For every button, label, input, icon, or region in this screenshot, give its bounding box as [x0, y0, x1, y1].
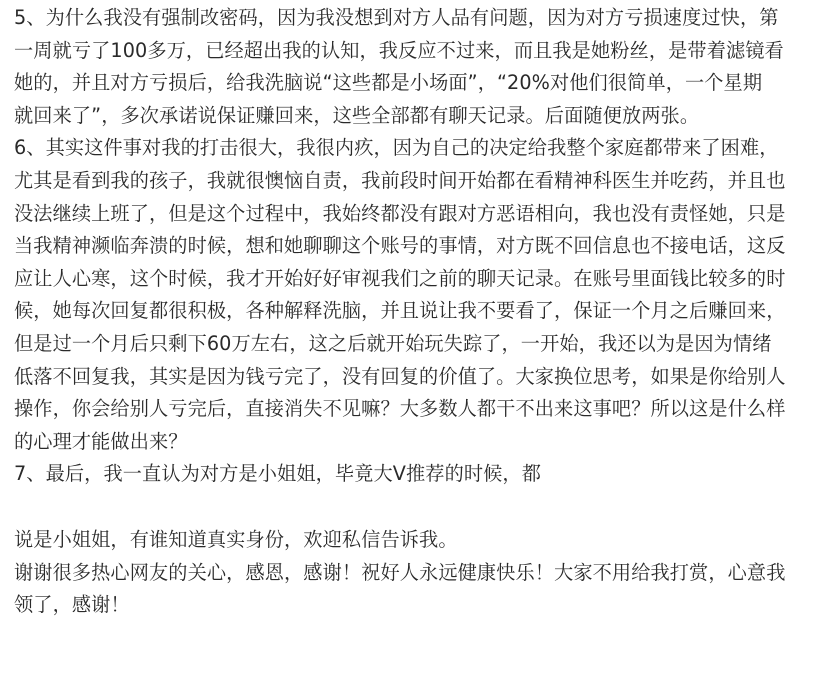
text-line: 她的，并且对方亏损后，给我洗脑说“这些都是小场面”，“20%对他们很简单，一个星期	[14, 71, 763, 95]
text-line: 候，她每次回复都很积极，各种解释洗脑，并且说让我不要看了，保证一个月之后赚回来，	[14, 299, 786, 323]
blank-line	[14, 491, 810, 524]
text-line: 6、其实这件事对我的打击很大，我很内疚，因为自己的决定给我整个家庭都带来了困难，	[14, 136, 779, 160]
text-line: 谢谢很多热心网友的关心，感恩，感谢！祝好人永远健康快乐！大家不用给我打赏，心意我	[14, 560, 786, 584]
text-line: 当我精神濒临奔溃的时候，想和她聊聊这个账号的事情，对方既不回信息也不接电话，这反	[14, 234, 786, 258]
paragraph-5	[14, 2, 810, 132]
text-line: 5、为什么我没有强制改密码，因为我没想到对方人品有问题，因为对方亏损速度过快，第	[14, 6, 779, 29]
text-line: 7、最后，我一直认为对方是小姐姐，毕竟大V推荐的时候，都	[14, 462, 542, 486]
text-line: 但是过一个月后只剩下60万左右，这之后就开始玩失踪了，一开始，我还以为是因为情绪	[14, 331, 772, 355]
text-line: 没法继续上班了，但是这个过程中，我始终都没有跟对方恶语相向，我也没有责怪她，只是	[14, 201, 786, 225]
text-line: 领了，感谢！	[14, 593, 130, 617]
text-line: 尤其是看到我的孩子，我就很懊恼自责，我前段时间开始都在看精神科医生并吃药，并且也	[14, 168, 786, 192]
paragraph-6	[14, 132, 810, 458]
text-line: 应让人心寒，这个时候，我才开始好好审视我们之前的聊天记录。在账号里面钱比较多的时	[14, 266, 786, 290]
paragraph-closing	[14, 524, 810, 622]
paragraph-7	[14, 458, 810, 491]
post-body	[14, 2, 810, 622]
text-line: 低落不回复我，其实是因为钱亏完了，没有回复的价值了。大家换位思考，如果是你给别人	[14, 364, 786, 388]
text-line: 的心理才能做出来？	[14, 429, 188, 453]
text-line: 说是小姐姐，有谁知道真实身份，欢迎私信告诉我。	[14, 527, 458, 551]
text-line: 操作，你会给别人亏完后，直接消失不见嘛？大多数人都干不出来这事吧？所以这是什么样	[14, 397, 786, 421]
text-line: 就回来了”，多次承诺说保证赚回来，这些全部都有聊天记录。后面随便放两张。	[14, 103, 700, 127]
text-line: 一周就亏了100多万，已经超出我的认知，我反应不过来，而且我是她粉丝，是带着滤镜看	[14, 38, 784, 62]
